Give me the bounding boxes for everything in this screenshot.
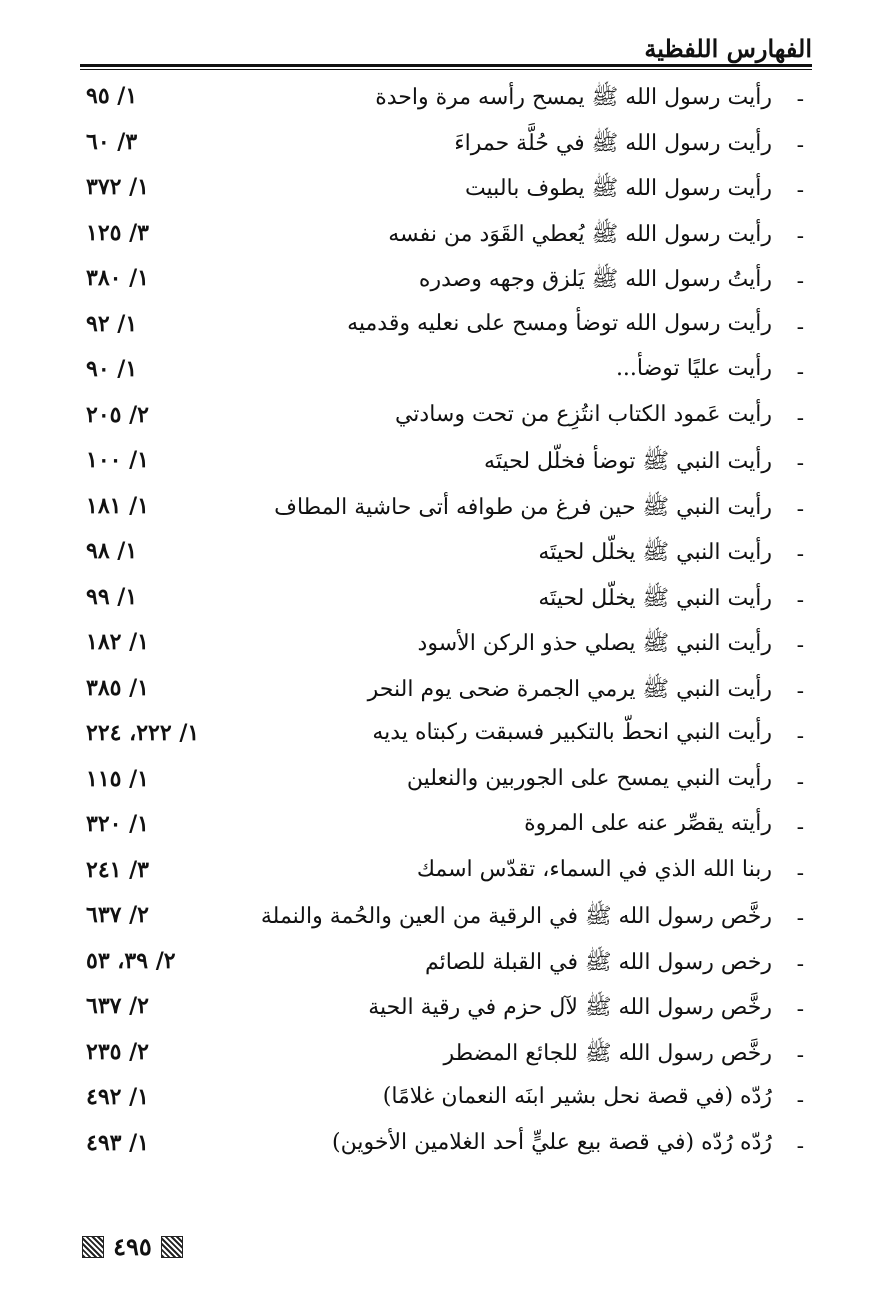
entry-dash: - xyxy=(796,860,804,886)
index-entry xyxy=(80,897,812,943)
entry-reference: ٣/ ١٢٥ xyxy=(86,219,149,246)
entry-dash: - xyxy=(796,769,804,795)
entry-reference: ٣/ ٦٠ xyxy=(86,128,138,155)
entry-reference: ١/ ٢٢٢، ٢٢٤ xyxy=(86,720,200,746)
header-title: الفهارس اللفظية xyxy=(644,34,812,63)
entry-dash: - xyxy=(796,405,804,431)
index-entry xyxy=(80,442,812,488)
entry-text: رأيت النبي ﷺ يخلّل لحيتَه xyxy=(538,540,772,565)
page-footer xyxy=(82,1232,202,1262)
entry-reference: ٢/ ٢٣٥ xyxy=(86,1038,149,1065)
entry-reference: ١/ ١٨١ xyxy=(86,492,149,519)
entry-text: رأيت رسول الله ﷺ يطوف بالبيت xyxy=(464,176,772,201)
entry-dash: - xyxy=(796,223,804,249)
entry-text: رأيتُ رسول الله ﷺ يَلزق وجهه وصدره xyxy=(418,267,772,292)
entry-text: رخَّص رسول الله ﷺ في الرقية من العين والحُمة والنملة xyxy=(260,904,772,929)
ornament-icon xyxy=(82,1236,104,1258)
entry-text: رأيت رسول الله توضأ ومسح على نعليه وقدميه xyxy=(347,310,772,336)
entry-text: رأيت عليًا توضأ... xyxy=(615,356,772,381)
entry-text: رخَّص رسول الله ﷺ لآل حزم في رقية الحية xyxy=(368,995,772,1020)
entry-text: رأيت رسول الله ﷺ يُعطي القَوَد من نفسه xyxy=(388,221,772,247)
entry-text: ربنا الله الذي في السماء، تقدّس اسمك xyxy=(416,856,772,882)
index-entry xyxy=(80,169,812,215)
entry-reference: ١/ ٩٨ xyxy=(86,538,138,564)
index-entry xyxy=(80,215,812,261)
entry-dash: - xyxy=(796,1133,804,1159)
index-entry xyxy=(80,351,812,397)
index-entry xyxy=(80,761,812,807)
entry-text: رأيت النبي ﷺ حين فرغ من طوافه أتى حاشية المطاف xyxy=(274,494,772,520)
entry-reference: ١/ ١٨٢ xyxy=(86,629,149,655)
index-entry xyxy=(80,579,812,625)
index-entry xyxy=(80,806,812,852)
entry-dash: - xyxy=(796,87,804,112)
entry-reference: ١/ ١١٥ xyxy=(86,765,149,792)
entry-reference: ١/ ٣٨٠ xyxy=(86,265,149,291)
index-entry xyxy=(80,1079,812,1125)
entry-text: رُدّه (في قصة نحل بشير ابنَه النعمان غلامًا) xyxy=(382,1084,772,1109)
entry-reference: ١/ ٣٧٢ xyxy=(86,174,149,200)
entry-reference: ١/ ١٠٠ xyxy=(86,447,149,473)
entry-text: رأيت النبي ﷺ يصلي حذو الركن الأسود xyxy=(417,631,772,656)
index-entry xyxy=(80,624,812,670)
entry-text: رأيت النبي انحطّ بالتكبير فسبقت ركبتاه يديه xyxy=(372,720,772,745)
entry-dash: - xyxy=(796,542,804,567)
entry-reference: ١/ ٤٩٣ xyxy=(86,1129,149,1156)
entry-text: رأيته يقصِّر عنه على المروة xyxy=(524,811,772,836)
entry-dash: - xyxy=(796,269,804,294)
entry-reference: ٢/ ٣٩، ٥٣ xyxy=(86,947,176,974)
entry-dash: - xyxy=(796,997,804,1022)
index-entry xyxy=(80,988,812,1034)
entry-reference: ١/ ٩٥ xyxy=(86,83,138,109)
entry-dash: - xyxy=(796,906,804,931)
index-entry xyxy=(80,943,812,989)
entry-text: رأيت النبي ﷺ توضأ فخلّل لحيتَه xyxy=(484,449,772,474)
entry-dash: - xyxy=(796,951,804,977)
index-entry xyxy=(80,306,812,352)
entry-reference: ١/ ٩٠ xyxy=(86,356,138,382)
index-entry xyxy=(80,397,812,443)
entry-dash: - xyxy=(796,678,804,704)
entry-text: رأيت النبي ﷺ يرمي الجمرة ضحى يوم النحر xyxy=(367,676,772,702)
entry-dash: - xyxy=(796,314,804,340)
index-entry xyxy=(80,488,812,534)
header-rule-thin xyxy=(80,69,812,70)
index-entry xyxy=(80,1034,812,1080)
page-number: ٤٩٥ xyxy=(113,1232,152,1261)
entry-dash: - xyxy=(796,496,804,522)
index-entry xyxy=(80,1125,812,1171)
entry-reference: ١/ ٩٢ xyxy=(86,310,138,337)
entry-dash: - xyxy=(796,815,804,840)
entry-text: رأيت رسول الله ﷺ في حُلَّة حمراءَ xyxy=(454,130,772,156)
entry-text: رُدّه رُدّه (في قصة بيع عليٍّ أحد الغلامين الأخوين) xyxy=(332,1129,772,1155)
index-entry xyxy=(80,670,812,716)
entry-reference: ١/ ٤٩٢ xyxy=(86,1084,149,1110)
entry-dash: - xyxy=(796,587,804,613)
ornament-icon xyxy=(161,1236,183,1258)
index-entry xyxy=(80,260,812,306)
entry-reference: ١/ ٩٩ xyxy=(86,583,138,610)
entry-reference: ١/ ٣٢٠ xyxy=(86,811,149,837)
index-entry xyxy=(80,124,812,170)
entry-reference: ١/ ٣٨٥ xyxy=(86,674,149,701)
entry-dash: - xyxy=(796,132,804,158)
entry-dash: - xyxy=(796,1042,804,1068)
entry-dash: - xyxy=(796,724,804,749)
index-entry xyxy=(80,533,812,579)
entry-reference: ٣/ ٢٤١ xyxy=(86,856,149,883)
entry-text: رأيت رسول الله ﷺ يمسح رأسه مرة واحدة xyxy=(375,85,772,110)
entry-text: رأيت النبي يمسح على الجوربين والنعلين xyxy=(406,765,772,791)
entry-text: رأيت عَمود الكتاب انتُزِع من تحت وسادتي xyxy=(394,401,772,427)
index-entries xyxy=(80,78,812,1170)
entry-text: رخص رسول الله ﷺ في القبلة للصائم xyxy=(424,949,772,975)
header-rule-thick xyxy=(80,64,812,67)
index-entry xyxy=(80,78,812,124)
index-entry xyxy=(80,715,812,761)
entry-reference: ٢/ ٦٣٧ xyxy=(86,993,149,1019)
index-entry xyxy=(80,852,812,898)
entry-dash: - xyxy=(796,451,804,476)
entry-text: رأيت النبي ﷺ يخلّل لحيتَه xyxy=(538,585,772,611)
entry-reference: ٢/ ٦٣٧ xyxy=(86,902,149,928)
entry-dash: - xyxy=(796,360,804,385)
entry-reference: ٢/ ٢٠٥ xyxy=(86,401,149,428)
entry-dash: - xyxy=(796,178,804,203)
entry-dash: - xyxy=(796,1088,804,1113)
entry-text: رخَّص رسول الله ﷺ للجائع المضطر xyxy=(443,1040,772,1066)
entry-dash: - xyxy=(796,633,804,658)
